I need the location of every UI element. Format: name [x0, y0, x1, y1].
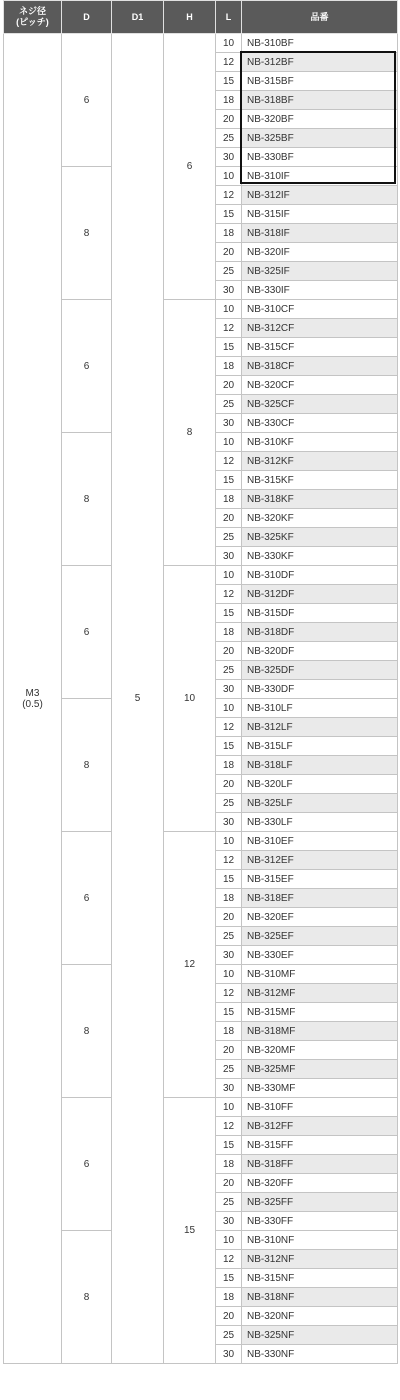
- part-number-cell: NB-325CF: [242, 395, 398, 414]
- part-number-cell: NB-315FF: [242, 1136, 398, 1155]
- length-cell: 25: [216, 927, 242, 946]
- part-number-cell: NB-320FF: [242, 1174, 398, 1193]
- length-cell: 25: [216, 129, 242, 148]
- h-value-cell: 8: [164, 300, 216, 566]
- length-cell: 25: [216, 661, 242, 680]
- length-cell: 18: [216, 1288, 242, 1307]
- part-number-cell: NB-315CF: [242, 338, 398, 357]
- length-cell: 30: [216, 1345, 242, 1364]
- part-number-cell: NB-310CF: [242, 300, 398, 319]
- length-cell: 25: [216, 794, 242, 813]
- part-number-cell: NB-315DF: [242, 604, 398, 623]
- part-number-cell: NB-325DF: [242, 661, 398, 680]
- length-cell: 20: [216, 376, 242, 395]
- length-cell: 18: [216, 623, 242, 642]
- length-cell: 18: [216, 889, 242, 908]
- length-cell: 20: [216, 908, 242, 927]
- length-cell: 10: [216, 300, 242, 319]
- length-cell: 25: [216, 1193, 242, 1212]
- length-cell: 10: [216, 1098, 242, 1117]
- part-number-cell: NB-318DF: [242, 623, 398, 642]
- length-cell: 12: [216, 984, 242, 1003]
- part-number-cell: NB-330NF: [242, 1345, 398, 1364]
- length-cell: 30: [216, 547, 242, 566]
- part-number-cell: NB-312BF: [242, 53, 398, 72]
- d-value-cell: 6: [62, 300, 112, 433]
- length-cell: 30: [216, 281, 242, 300]
- d-value-cell: 6: [62, 832, 112, 965]
- length-cell: 25: [216, 528, 242, 547]
- length-cell: 18: [216, 91, 242, 110]
- length-cell: 18: [216, 357, 242, 376]
- part-number-cell: NB-320DF: [242, 642, 398, 661]
- length-cell: 20: [216, 110, 242, 129]
- table-row: [4, 34, 398, 53]
- part-number-cell: NB-318FF: [242, 1155, 398, 1174]
- d-value-cell: 8: [62, 965, 112, 1098]
- part-number-cell: NB-325LF: [242, 794, 398, 813]
- length-cell: 30: [216, 680, 242, 699]
- d-value-cell: 8: [62, 1231, 112, 1364]
- thread-size-cell: [4, 34, 62, 1364]
- length-cell: 15: [216, 205, 242, 224]
- part-number-cell: NB-330FF: [242, 1212, 398, 1231]
- header-thread-pitch-label: (ピッチ): [16, 17, 49, 27]
- header-part-number: 品番: [242, 1, 398, 34]
- length-cell: 10: [216, 34, 242, 53]
- length-cell: 10: [216, 699, 242, 718]
- part-number-cell: NB-320MF: [242, 1041, 398, 1060]
- length-cell: 15: [216, 737, 242, 756]
- part-number-cell: NB-330IF: [242, 281, 398, 300]
- part-number-cell: NB-325NF: [242, 1326, 398, 1345]
- part-number-cell: NB-310NF: [242, 1231, 398, 1250]
- part-number-cell: NB-312IF: [242, 186, 398, 205]
- part-number-cell: NB-310FF: [242, 1098, 398, 1117]
- length-cell: 18: [216, 224, 242, 243]
- table-row: [4, 1098, 398, 1117]
- d-value-cell: 6: [62, 566, 112, 699]
- length-cell: 18: [216, 756, 242, 775]
- length-cell: 12: [216, 319, 242, 338]
- length-cell: 12: [216, 1117, 242, 1136]
- d-value-cell: 8: [62, 433, 112, 566]
- header-d: D: [62, 1, 112, 34]
- part-number-cell: NB-315KF: [242, 471, 398, 490]
- length-cell: 15: [216, 338, 242, 357]
- header-h: H: [164, 1, 216, 34]
- length-cell: 10: [216, 167, 242, 186]
- part-number-cell: NB-320BF: [242, 110, 398, 129]
- header-thread-label: ネジ径: [18, 6, 46, 16]
- length-cell: 15: [216, 1136, 242, 1155]
- part-number-cell: NB-310BF: [242, 34, 398, 53]
- length-cell: 18: [216, 1022, 242, 1041]
- length-cell: 10: [216, 832, 242, 851]
- part-number-cell: NB-318NF: [242, 1288, 398, 1307]
- part-number-cell: NB-330CF: [242, 414, 398, 433]
- h-value-cell: 12: [164, 832, 216, 1098]
- part-number-cell: NB-312MF: [242, 984, 398, 1003]
- length-cell: 25: [216, 1326, 242, 1345]
- part-number-cell: NB-312NF: [242, 1250, 398, 1269]
- spec-table-container: [3, 0, 397, 1364]
- part-number-cell: NB-318LF: [242, 756, 398, 775]
- part-number-cell: NB-315EF: [242, 870, 398, 889]
- part-number-cell: NB-312FF: [242, 1117, 398, 1136]
- part-number-cell: NB-310MF: [242, 965, 398, 984]
- part-number-cell: NB-318KF: [242, 490, 398, 509]
- part-number-cell: NB-310DF: [242, 566, 398, 585]
- part-number-cell: NB-315MF: [242, 1003, 398, 1022]
- length-cell: 30: [216, 946, 242, 965]
- part-number-cell: NB-312KF: [242, 452, 398, 471]
- part-number-cell: NB-315NF: [242, 1269, 398, 1288]
- part-number-cell: NB-310IF: [242, 167, 398, 186]
- d-value-cell: 6: [62, 34, 112, 167]
- length-cell: 30: [216, 414, 242, 433]
- part-number-cell: NB-310EF: [242, 832, 398, 851]
- length-cell: 20: [216, 642, 242, 661]
- h-value-cell: 15: [164, 1098, 216, 1364]
- d1-value-cell: 5: [112, 34, 164, 1364]
- length-cell: 10: [216, 965, 242, 984]
- table-row: [4, 566, 398, 585]
- part-number-cell: NB-315BF: [242, 72, 398, 91]
- part-number-cell: NB-312EF: [242, 851, 398, 870]
- table-row: [4, 832, 398, 851]
- part-number-cell: NB-330MF: [242, 1079, 398, 1098]
- d-value-cell: 8: [62, 699, 112, 832]
- part-number-cell: NB-325KF: [242, 528, 398, 547]
- length-cell: 12: [216, 53, 242, 72]
- part-number-cell: NB-320NF: [242, 1307, 398, 1326]
- header-d1: D1: [112, 1, 164, 34]
- part-number-cell: NB-325FF: [242, 1193, 398, 1212]
- table-row: [4, 300, 398, 319]
- length-cell: 30: [216, 1212, 242, 1231]
- length-cell: 20: [216, 243, 242, 262]
- part-number-cell: NB-320LF: [242, 775, 398, 794]
- part-number-cell: NB-325IF: [242, 262, 398, 281]
- part-number-cell: NB-320KF: [242, 509, 398, 528]
- length-cell: 15: [216, 1003, 242, 1022]
- length-cell: 12: [216, 452, 242, 471]
- part-number-cell: NB-330DF: [242, 680, 398, 699]
- part-number-cell: NB-312LF: [242, 718, 398, 737]
- part-number-cell: NB-318EF: [242, 889, 398, 908]
- part-number-cell: NB-310LF: [242, 699, 398, 718]
- length-cell: 12: [216, 851, 242, 870]
- part-number-cell: NB-315LF: [242, 737, 398, 756]
- header-thread: [4, 1, 62, 34]
- length-cell: 20: [216, 1174, 242, 1193]
- length-cell: 30: [216, 1079, 242, 1098]
- length-cell: 20: [216, 1307, 242, 1326]
- part-number-cell: NB-320EF: [242, 908, 398, 927]
- header-l: L: [216, 1, 242, 34]
- part-number-cell: NB-330LF: [242, 813, 398, 832]
- length-cell: 20: [216, 509, 242, 528]
- thread-pitch: (0.5): [22, 698, 43, 710]
- length-cell: 12: [216, 718, 242, 737]
- length-cell: 10: [216, 433, 242, 452]
- length-cell: 25: [216, 262, 242, 281]
- length-cell: 12: [216, 1250, 242, 1269]
- part-number-cell: NB-325BF: [242, 129, 398, 148]
- part-number-cell: NB-312DF: [242, 585, 398, 604]
- length-cell: 15: [216, 1269, 242, 1288]
- length-cell: 15: [216, 72, 242, 91]
- part-number-cell: NB-312CF: [242, 319, 398, 338]
- length-cell: 12: [216, 186, 242, 205]
- length-cell: 20: [216, 1041, 242, 1060]
- part-number-cell: NB-310KF: [242, 433, 398, 452]
- part-number-cell: NB-325EF: [242, 927, 398, 946]
- h-value-cell: 10: [164, 566, 216, 832]
- length-cell: 30: [216, 148, 242, 167]
- part-number-cell: NB-330EF: [242, 946, 398, 965]
- length-cell: 10: [216, 566, 242, 585]
- length-cell: 25: [216, 395, 242, 414]
- length-cell: 12: [216, 585, 242, 604]
- header-row: [4, 1, 398, 34]
- d-value-cell: 6: [62, 1098, 112, 1231]
- part-number-cell: NB-318CF: [242, 357, 398, 376]
- length-cell: 18: [216, 490, 242, 509]
- part-number-cell: NB-330BF: [242, 148, 398, 167]
- part-number-cell: NB-320CF: [242, 376, 398, 395]
- length-cell: 10: [216, 1231, 242, 1250]
- length-cell: 15: [216, 870, 242, 889]
- length-cell: 20: [216, 775, 242, 794]
- part-number-cell: NB-330KF: [242, 547, 398, 566]
- length-cell: 25: [216, 1060, 242, 1079]
- part-number-cell: NB-320IF: [242, 243, 398, 262]
- d-value-cell: 8: [62, 167, 112, 300]
- part-number-cell: NB-325MF: [242, 1060, 398, 1079]
- spec-table-body: [4, 34, 398, 1364]
- h-value-cell: 6: [164, 34, 216, 300]
- part-number-cell: NB-318IF: [242, 224, 398, 243]
- length-cell: 15: [216, 471, 242, 490]
- length-cell: 30: [216, 813, 242, 832]
- part-number-cell: NB-318MF: [242, 1022, 398, 1041]
- thread-size: M3: [25, 687, 40, 699]
- spec-table: [3, 0, 398, 1364]
- length-cell: 18: [216, 1155, 242, 1174]
- length-cell: 15: [216, 604, 242, 623]
- part-number-cell: NB-315IF: [242, 205, 398, 224]
- part-number-cell: NB-318BF: [242, 91, 398, 110]
